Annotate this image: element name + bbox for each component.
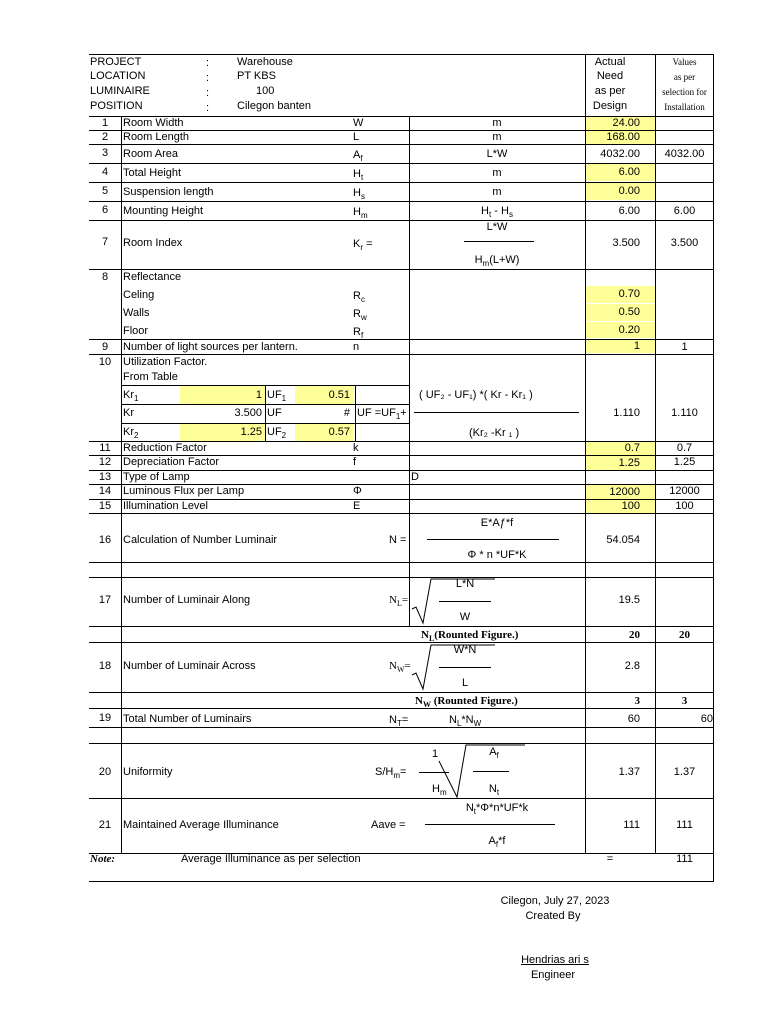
- luminair-count-denominator: Φ * n *UF*K: [467, 549, 527, 561]
- header-label: PROJECT: [90, 56, 142, 68]
- project-value: Warehouse: [237, 56, 293, 68]
- reflectance-symbol: R: [353, 308, 361, 320]
- row-description: Number of light sources per lantern.: [123, 341, 298, 353]
- selection-header: selection for: [662, 87, 707, 97]
- row-actual-value: 6.00: [586, 164, 655, 181]
- row-number: 4: [101, 166, 109, 178]
- total-formula: $N_L*N_W$: [449, 714, 482, 729]
- row-number: 16: [98, 534, 112, 546]
- reflectance-label: Walls: [123, 307, 150, 319]
- row-description: Reflectance: [123, 271, 182, 283]
- reflectance-value: 0.20: [586, 322, 655, 338]
- row-actual-value: 168.00: [586, 131, 655, 144]
- row-description: Room Width: [123, 117, 184, 129]
- row-symbol: N: [389, 594, 397, 606]
- room-index-denominator: $H_m(L+W)$: [474, 254, 520, 269]
- row-description: Room Index: [123, 237, 183, 249]
- uf-formula-denominator: (Kr₂ -Kr ₁ ): [469, 427, 520, 439]
- rounded-selection: 20: [679, 629, 690, 641]
- row-unit: m: [492, 131, 502, 143]
- row-unit: m: [492, 167, 502, 179]
- luminair-count-numerator: E*Aƒ*f: [480, 517, 514, 529]
- row-selection-value: 100: [675, 500, 694, 512]
- header-colon: :: [206, 57, 210, 69]
- row-symbol: H: [353, 187, 361, 199]
- row-number: 7: [101, 236, 109, 248]
- row-unit: L*W: [486, 148, 508, 160]
- selection-header: as per: [673, 72, 696, 82]
- kr-label: Kr: [123, 407, 134, 419]
- uf2-value: 0.57: [295, 424, 354, 441]
- row-description: Room Length: [123, 131, 190, 143]
- row-symbol: n: [353, 341, 360, 353]
- row-description: Total Height: [123, 167, 182, 179]
- row-number: 15: [98, 500, 112, 512]
- row-actual-value: 19.5: [618, 594, 640, 606]
- row-description: Maintained Average Illuminance: [123, 819, 279, 831]
- reflectance-value: 0.50: [586, 304, 655, 321]
- row-symbol: N: [389, 714, 397, 726]
- note-value: 111: [676, 853, 693, 865]
- row-symbol: W: [353, 117, 364, 129]
- kr-value: 3.500: [234, 407, 262, 419]
- fraction-bar: [414, 412, 579, 413]
- row-selection-value: 4032.00: [664, 148, 705, 160]
- header-label: LOCATION: [90, 70, 146, 82]
- row-actual-value: 1.25: [586, 456, 655, 470]
- row-number: 5: [101, 185, 109, 197]
- row-symbol: K: [353, 238, 361, 250]
- uf1-value: 0.51: [295, 386, 354, 404]
- row-description: Total Number of Luminairs: [123, 713, 252, 725]
- note-eq: =: [606, 853, 614, 865]
- row-description: Reduction Factor: [123, 442, 207, 454]
- sqrt-numerator: W*N: [453, 644, 477, 656]
- row-unit: m: [492, 117, 502, 129]
- sqrt-numerator: L*N: [455, 578, 475, 590]
- actual-header: Design: [592, 100, 628, 112]
- sqrt-denominator: L: [461, 677, 469, 689]
- actual-header: as per: [594, 85, 626, 97]
- rounded-label: N: [421, 629, 429, 641]
- row-actual-value: 24.00: [586, 117, 655, 130]
- row-symbol: N: [389, 660, 397, 672]
- row-description: Calculation of Number Luminair: [123, 534, 278, 546]
- row-number: 13: [98, 471, 112, 483]
- row-selection-value: 60: [700, 713, 713, 725]
- rounded-label: N: [415, 695, 423, 707]
- uf-formula-lhs: UF $=UF_1+$: [357, 407, 407, 422]
- row-selection-value: 6.00: [673, 205, 696, 217]
- row-number: 21: [98, 819, 112, 831]
- rounded-selection: 3: [681, 695, 688, 707]
- row-symbol: Aave =: [371, 819, 406, 831]
- row-actual-value: 100: [586, 500, 655, 513]
- row-selection-value: 12000: [669, 485, 700, 497]
- sign-place-date: Cilegon, July 27, 2023: [500, 895, 610, 907]
- fraction-bar: [425, 824, 555, 825]
- kr2-label: Kr: [123, 426, 134, 438]
- row-actual-value: 111: [623, 819, 640, 831]
- uniformity-hm: H: [432, 783, 440, 795]
- fraction-bar: [439, 667, 491, 668]
- uf1-label: UF: [267, 389, 282, 401]
- uf-value: #: [343, 407, 350, 419]
- row-number: 8: [101, 271, 109, 283]
- note-label: Note:: [90, 853, 116, 865]
- header-colon: :: [206, 72, 210, 84]
- row-selection-value: 1.37: [673, 766, 696, 778]
- row-actual-value: 60: [627, 713, 640, 725]
- row-actual-value: 6.00: [618, 205, 640, 217]
- maint-numerator: $N_t*\Phi*n*UF*k$: [465, 802, 529, 817]
- row-description: Illumination Level: [123, 500, 208, 512]
- fraction-bar: [473, 771, 509, 772]
- calculation-sheet: PROJECT LOCATION LUMINAIRE POSITION : : : : Warehouse PT KBS 100 Cilegon banten Actual Need as per Design Values as per selection for Installation 1 Room Width W m 24.00 2 Room Length L m 168.00 3 Room Area $A_f$ L*W 4032.00 4032.00 4 Total Height $H_t$ m 6.00 5 Suspension length $H_s$ m 0.00 6 Mounting Height $H_m$ $H_t - H_s$ 6.00 6.00 7 Room Index $K_r$ = L*W $H_m(L+W)$ 3.500 3.500 8 Reflectance Celing $R_c$ 0.70 Walls $R_w$ 0.50 Floor $R_f$ 0.20 9 Number of light sources per lantern. n 1 1 10 Utilization Factor. From Table $Kr_1$ 1 $UF_1$ 0.51 Kr 3.500 UF # $Kr_2$ 1.25 $UF_2$ 0.57 UF $=UF_1+$ ( UF₂ - UF₁) *( Kr - Kr₁ ) (Kr₂ -Kr ₁ ) 1.110 1.110 11 Reduction Factor k 0.7 0.7 12 Depreciation Factor f 1.25 1.25 13 Type of Lamp D 14 Luminous Flux per Lamp Φ 12000 12000 15 Illumination Level E 100 100 16 Calculation of Number Luminair N = E*Aƒ*f Φ * n *UF*K 54.054 17 Number of Luminair Along $N_L=$ L*N W 19.5 $N_L(Rounted$ Figure.) 20 20 18 Number of Luminair Across $N_W=$ W*N L 2.8 $N_W$ (Rounted Figure.) 3 3 19 Total Number of Luminairs $N_T=$ $N_L*N_W$ 60 60 20 Uniformity $S/H_m=$ 1 $H_m$ $A_f$ $N_t$ 1.37 1.37 21 Maintained Average Illuminance Aave = $N_t*\Phi*n*UF*k$ $A_f*f$ 111 111 Note: Average Illuminance as per selection = 111: [89, 54, 714, 882]
- row-number: 3: [101, 147, 109, 159]
- luminair-count-eq: N =: [389, 534, 407, 546]
- row-description: Luminous Flux per Lamp: [123, 485, 245, 497]
- reflectance-symbol: R: [353, 290, 361, 302]
- uniformity-nt: N: [488, 783, 497, 795]
- row-symbol: E: [353, 500, 361, 512]
- kr2-value: 1.25: [180, 424, 265, 441]
- row-selection-value: 111: [676, 819, 693, 831]
- maint-denominator: $A_f*f$: [488, 835, 506, 850]
- selection-header: Values: [672, 57, 697, 67]
- reflectance-value: 0.70: [586, 286, 655, 303]
- row-description: Room Area: [123, 148, 179, 160]
- reflectance-symbol: R: [353, 326, 361, 338]
- row-description: Type of Lamp: [123, 471, 190, 483]
- row-selection-value: 1.25: [673, 456, 696, 468]
- row-symbol: Φ: [353, 485, 362, 497]
- row-actual-value: 0.00: [586, 183, 655, 200]
- position-value: Cilegon banten: [237, 100, 312, 112]
- row-symbol: f: [353, 456, 357, 468]
- row-selection-value: 0.7: [676, 442, 693, 454]
- row-symbol: H: [353, 206, 361, 218]
- fraction-bar: [464, 241, 534, 242]
- row-actual-value: 1: [586, 340, 655, 353]
- uf-label: UF: [267, 407, 282, 419]
- actual-header: Need: [596, 70, 624, 82]
- rounded-actual: 20: [629, 629, 640, 641]
- room-index-numerator: L*W: [486, 221, 508, 233]
- row-description: Suspension length: [123, 186, 214, 198]
- kr1-label: Kr: [123, 389, 134, 401]
- row-number: 10: [98, 356, 112, 368]
- row-actual-value: 1.37: [618, 766, 640, 778]
- header-label: POSITION: [90, 100, 143, 112]
- row-actual-value: 12000: [586, 485, 655, 499]
- row-number: 2: [101, 131, 109, 143]
- rounded-actual: 3: [634, 695, 640, 707]
- row-selection-value: 1.110: [671, 407, 698, 419]
- row-actual-value: 2.8: [624, 660, 640, 672]
- row-description-sub: From Table: [123, 371, 178, 383]
- uf2-label: UF: [267, 426, 282, 438]
- row-description: Utilization Factor.: [123, 356, 208, 368]
- row-number: 17: [98, 594, 112, 606]
- uf-formula-numerator: ( UF₂ - UF₁) *( Kr - Kr₁ ): [419, 389, 533, 401]
- reflectance-label: Celing: [123, 289, 155, 301]
- row-number: 20: [98, 766, 112, 778]
- selection-header: Installation: [664, 102, 705, 112]
- row-actual-value: 0.7: [586, 442, 655, 455]
- header-colon: :: [206, 87, 210, 99]
- row-symbol: k: [353, 442, 359, 454]
- row-number: 11: [99, 442, 111, 454]
- location-value: PT KBS: [237, 70, 276, 82]
- reflectance-label: Floor: [123, 325, 149, 337]
- note-text: Average Illuminance as per selection: [181, 853, 361, 865]
- header-label: LUMINAIRE: [90, 85, 150, 97]
- row-selection-value: 3.500: [670, 237, 699, 249]
- row-symbol: S/H: [375, 766, 394, 778]
- row-number: 14: [98, 485, 112, 497]
- row-description: Number of Luminair Across: [123, 660, 256, 672]
- signer-role: Engineer: [530, 969, 576, 981]
- row-description: Depreciation Factor: [123, 456, 219, 468]
- row-actual-value: 1.110: [613, 407, 640, 419]
- row-actual-value: 3.500: [612, 237, 640, 249]
- row-number: 9: [101, 341, 109, 353]
- row-number: 1: [101, 117, 109, 129]
- row-number: 12: [98, 456, 112, 468]
- row-unit: $H_t - H_s$: [481, 205, 513, 220]
- lamp-type: D: [411, 471, 419, 483]
- fraction-bar: [427, 539, 559, 540]
- row-symbol: H: [353, 168, 361, 180]
- row-actual-value: 54.054: [606, 534, 640, 546]
- header-colon: :: [206, 102, 210, 114]
- row-number: 19: [98, 712, 112, 724]
- luminaire-value: 100: [256, 85, 275, 97]
- row-unit: m: [492, 186, 502, 198]
- row-number: 6: [101, 204, 109, 216]
- sqrt-denominator: W: [459, 611, 471, 623]
- kr1-value: 1: [180, 386, 265, 404]
- row-symbol: A: [353, 149, 361, 161]
- row-symbol: L: [353, 131, 360, 143]
- sign-created-by: Created By: [525, 910, 581, 922]
- row-description: Uniformity: [123, 766, 173, 778]
- uniformity-af: A: [489, 746, 497, 758]
- row-description: Number of Luminair Along: [123, 594, 251, 606]
- row-selection-value: 1: [681, 341, 688, 353]
- actual-header: Actual: [594, 56, 626, 68]
- signer-name: Hendrias ari s: [521, 954, 589, 966]
- row-actual-value: 4032.00: [600, 148, 640, 160]
- row-number: 18: [98, 660, 112, 672]
- row-description: Mounting Height: [123, 205, 204, 217]
- fraction-bar: [439, 601, 491, 602]
- uniformity-one: 1: [432, 748, 439, 760]
